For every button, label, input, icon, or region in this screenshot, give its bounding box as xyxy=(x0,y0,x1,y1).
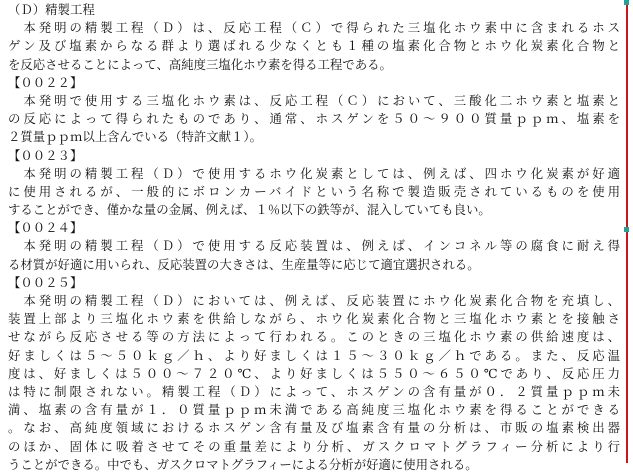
paragraph-line: 満、塩素の含有量が１．０質量ｐｐｍ未満である高純度三塩化ホウ素を得ることができる xyxy=(8,402,620,418)
paragraph-line: の反応によって得られたものであり、通常、ホスゲンを５０～９００質量ｐｐｍ、塩素を xyxy=(8,111,620,127)
middle-margin-handle[interactable] xyxy=(624,227,629,232)
paragraph-line: 本発明の精製工程（Ｄ）においては、例えば、反応装置にホウ化炭素化合物を充填し、 xyxy=(8,293,620,308)
paragraph-line: のほか、固体に吸着させてその重量差により分析、ガスクロマトグラフィー分析により行 xyxy=(8,438,620,454)
paragraph-line: は特に制限されない。精製工程（Ｄ）によって、ホスゲンの含有量が０．２質量ｐｐｍ未 xyxy=(8,383,620,399)
top-margin-handle[interactable] xyxy=(624,0,629,5)
paragraph-number-0024: 【００２４】 xyxy=(8,220,83,236)
paragraph-line: うことができる。中でも、ガスクロマトグラフィーによる分析が好適に使用される。 xyxy=(8,456,478,472)
paragraph-line: ２質量ｐｐｍ以上含んでいる（特許文献１）。 xyxy=(8,129,263,145)
paragraph-line: 本発明で使用する三塩化ホウ素は、反応工程（Ｃ）において、三酸化二ホウ素と塩素と xyxy=(8,92,620,108)
paragraph-line: 。なお、高純度領域におけるホスゲン含有量及び塩素含有量の分析は、市販の塩素検出器 xyxy=(8,420,620,436)
paragraph-line: 装置上部より三塩化ホウ素を供給しながら、ホウ化炭素化合物と三塩化ホウ素とを接触さ xyxy=(8,311,620,327)
paragraph-line: ゲン及び塩素からなる群より選ばれる少なくとも１種の塩素化合物とホウ化炭素化合物と xyxy=(8,38,620,54)
paragraph-line: 本発明の精製工程（Ｄ）は、反応工程（Ｃ）で得られた三塩化ホウ素中に含まれるホス xyxy=(8,20,620,36)
paragraph-number-0022: 【００２２】 xyxy=(8,74,83,90)
paragraph-line: 好ましくは５～５０ｋｇ／ｈ、より好ましくは１５～３０ｋｇ／ｈである。また、反応温 xyxy=(8,347,620,363)
paragraph-line: 本発明の精製工程（Ｄ）で使用するホウ化炭素としては、例えば、四ホウ化炭素が好適 xyxy=(8,165,620,181)
paragraph-line: 本発明の精製工程（Ｄ）で使用する反応装置は、例えば、インコネル等の腐食に耐え得 xyxy=(8,238,620,254)
paragraph-line: 度は、好ましくは５００～７２０℃、より好ましくは５５０～６５０℃であり、反応圧力 xyxy=(8,365,620,381)
paragraph-line: することができ、僅かな量の金属、例えば、１％以下の鉄等が、混入していても良い。 xyxy=(8,202,491,218)
paragraph-number-0023: 【００２３】 xyxy=(8,147,83,163)
paragraph-line: に使用されるが、一般的にボロンカーバイドという名称で製造販売されているものを使用 xyxy=(8,183,620,199)
section-heading-refining-step: （Ｄ）精製工程 xyxy=(8,2,95,17)
paragraph-line: を反応させることによって、高純度三塩化ホウ素を得る工程である。 xyxy=(8,56,392,72)
paragraph-line: せながら反応させる等の方法によって行われる。このときの三塩化ホウ素の供給速度は、 xyxy=(8,329,620,345)
document-body xyxy=(8,1,620,474)
paragraph-number-0025: 【００２５】 xyxy=(8,274,83,290)
paragraph-line: る材質が好適に用いられ、反応装置の大きさは、生産量等に応じて適宜選択される。 xyxy=(8,256,480,272)
